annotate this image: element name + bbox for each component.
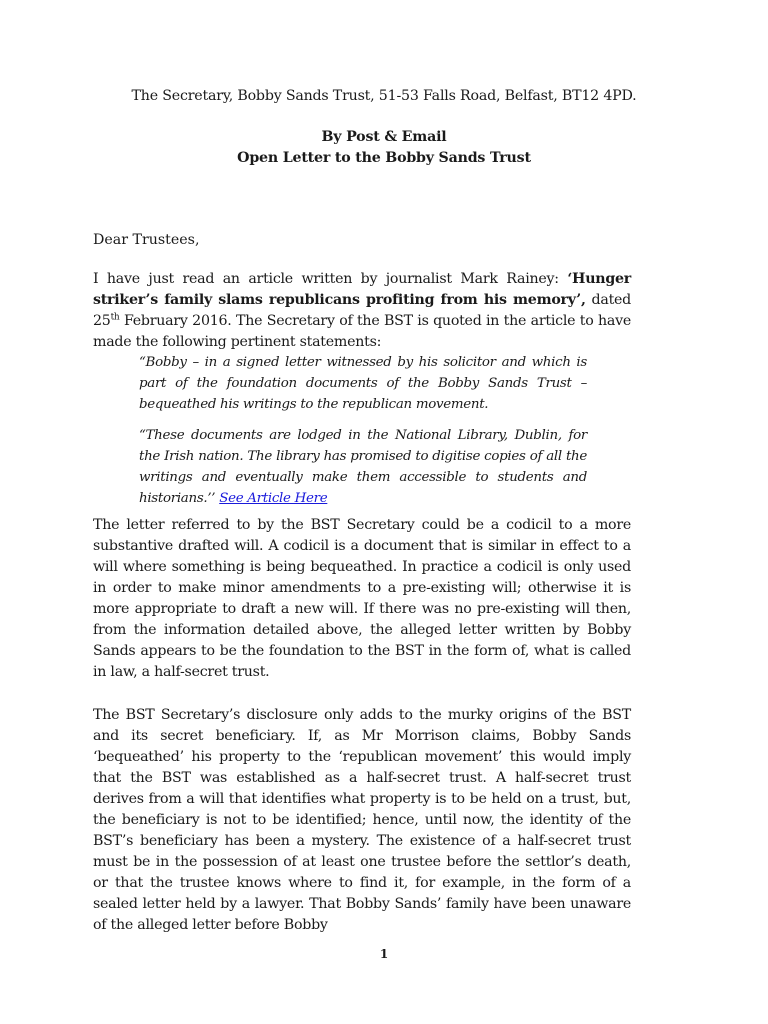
article-title: ‘Hunger striker’s family slams republicans profiting from his memory’, — [93, 271, 631, 308]
disclosure-paragraph-text: The BST Secretary’s disclosure only adds to the murky origins of the BST and its secret beneficiary. If, as Mr Morrison claims, Bobby Sands ‘bequeathed’ his property to the ‘republican movement’ this would imply that the BST was established as a half-secret trust. A half-secret trust derives from a will that identifies what property is to be held on a trust, but, the beneficiary is not to be identified; hence, until now, the identity of the BST’s beneficiary has been a mystery. The existence of a half-secret trust must be in the possession of at least one trustee before the settlor’s death, or that the trustee knows where to find it, for example, in the form of a sealed letter held by a lawyer. That Bobby Sands’ family have been unaware of the alleged letter before Bobby — [93, 707, 631, 933]
recipient-address: The Secretary, Bobby Sands Trust, 51-53 Falls Road, Belfast, BT12 4PD. — [131, 88, 637, 104]
codicil-paragraph-text: The letter referred to by the BST Secretary could be a codicil to a more substantive drafted will. A codicil is a document that is similar in effect to a will where something is being bequeathed. In practice a codicil is only used in order to make minor amendments to a pre-existing will; otherwise it is more appropriate to draft a new will. If there was no pre-existing will then, from the information detailed above, the alleged letter written by Bobby Sands appears to be the foundation to the BST in the form of, what is called in law, a half-secret trust. — [93, 517, 631, 680]
salutation: Dear Trustees, — [93, 232, 200, 248]
block-quote-2-text: “These documents are lodged in the National Library, Dublin, for the Irish nation. The library has promised to digitise copies of all the writings and eventually make them accessible to students and historians.’’ — [139, 428, 587, 506]
intro-text: I have just read an article written by journalist Mark Rainey: — [93, 271, 568, 287]
see-article-link[interactable]: See Article Here — [219, 491, 328, 506]
date-superscript: th — [110, 312, 120, 323]
letter-title: Open Letter to the Bobby Sands Trust — [237, 150, 531, 166]
dated-prefix: dated 25 — [93, 292, 631, 329]
codicil-paragraph — [93, 515, 631, 683]
block-quote-2 — [139, 425, 587, 509]
dated-suffix: February 2016. The Secretary of the BST is quoted in the article to have made the following pertinent statements: — [93, 313, 631, 350]
block-quote-1: “Bobby – in a signed letter witnessed by his solicitor and which is part of the foundation documents of the Bobby Sands Trust – bequeathed his writings to the republican movement. — [139, 355, 587, 412]
intro-paragraph — [93, 269, 631, 353]
delivery-heading: By Post & Email — [321, 129, 447, 145]
page-number: 1 — [379, 947, 389, 961]
disclosure-paragraph — [93, 705, 631, 936]
intro-paragraph-text — [93, 269, 631, 353]
